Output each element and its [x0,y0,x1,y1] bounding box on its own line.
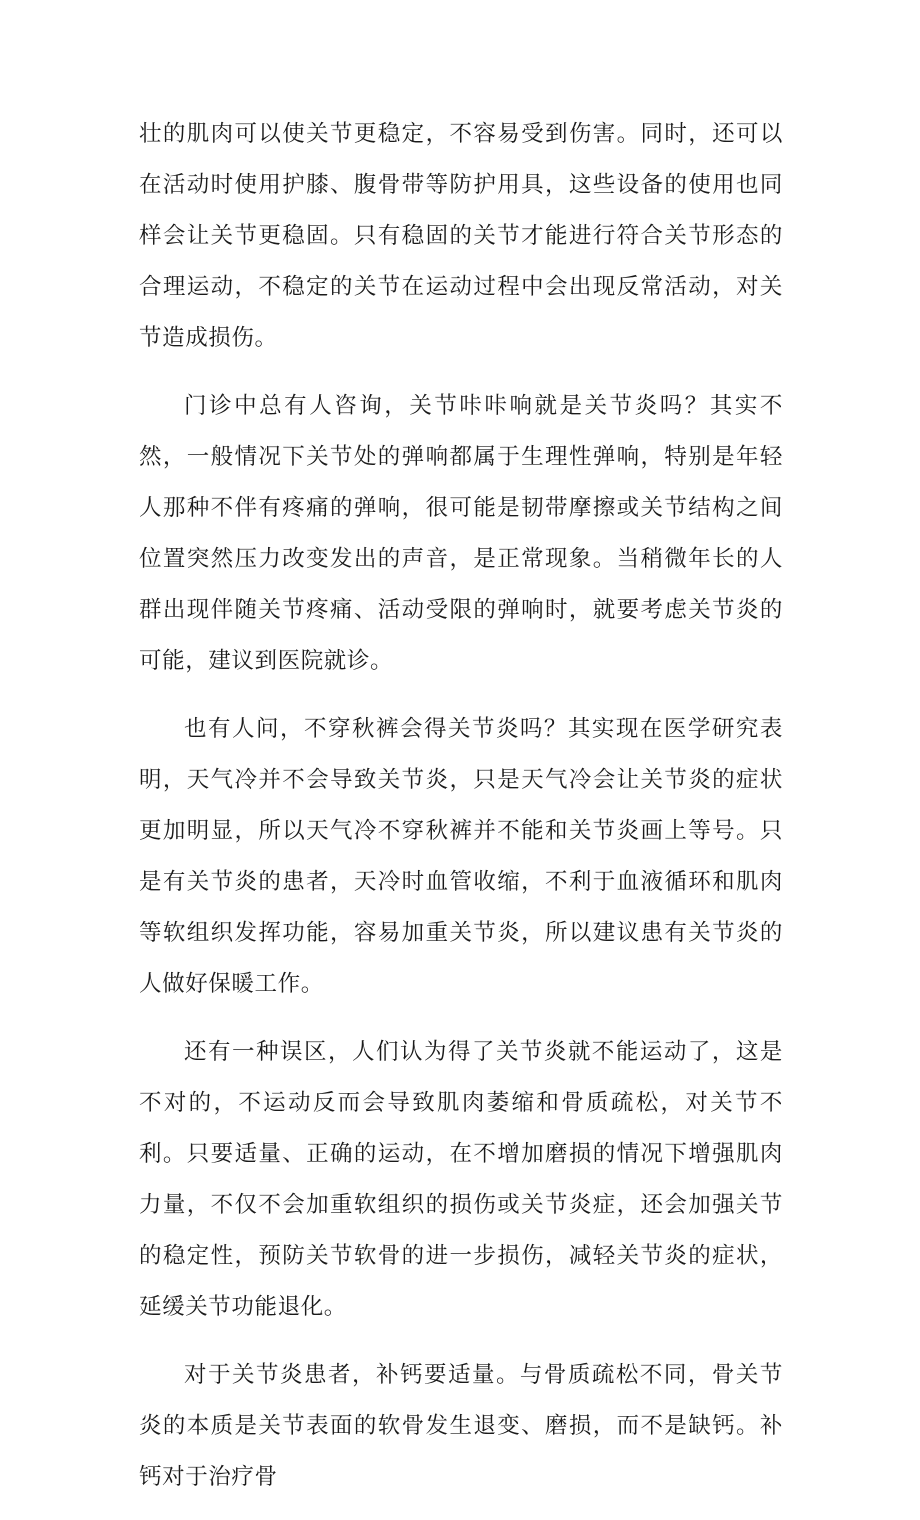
paragraph-calcium: 对于关节炎患者，补钙要适量。与骨质疏松不同，骨关节炎的本质是关节表面的软骨发生退变、磨损，而不是缺钙。补钙对于治疗骨 [139,1362,783,1490]
paragraph-joint-clicking: 门诊中总有人咨询，关节咔咔响就是关节炎吗？其实不然，一般情况下关节处的弹响都属于生理性弹响，特别是年轻人那种不伴有疼痛的弹响，很可能是韧带摩擦或关节结构之间位置突然压力改变发出的声音，是正常现象。当稍微年长的人群出现伴随关节疼痛、活动受限的弹响时，就要考虑关节炎的可能，建议到医院就诊。 [139,393,783,674]
document-body [139,109,783,1520]
paragraph-continuation: 壮的肌肉可以使关节更稳定，不容易受到伤害。同时，还可以在活动时使用护膝、腹骨带等防护用具，这些设备的使用也同样会让关节更稳固。只有稳固的关节才能进行符合关节形态的合理运动，不稳定的关节在运动过程中会出现反常活动，对关节造成损伤。 [139,121,783,351]
paragraph-long-johns: 也有人问，不穿秋裤会得关节炎吗？其实现在医学研究表明，天气冷并不会导致关节炎，只是天气冷会让关节炎的症状更加明显，所以天气冷不穿秋裤并不能和关节炎画上等号。只是有关节炎的患者，天冷时血管收缩，不利于血液循环和肌肉等软组织发挥功能，容易加重关节炎，所以建议患有关节炎的人做好保暖工作。 [139,716,783,997]
paragraph-exercise-misconception: 还有一种误区，人们认为得了关节炎就不能运动了，这是不对的，不运动反而会导致肌肉萎缩和骨质疏松，对关节不利。只要适量、正确的运动，在不增加磨损的情况下增强肌肉力量，不仅不会加重软组织的损伤或关节炎症，还会加强关节的稳定性，预防关节软骨的进一步损伤，减轻关节炎的症状，延缓关节功能退化。 [139,1039,783,1320]
